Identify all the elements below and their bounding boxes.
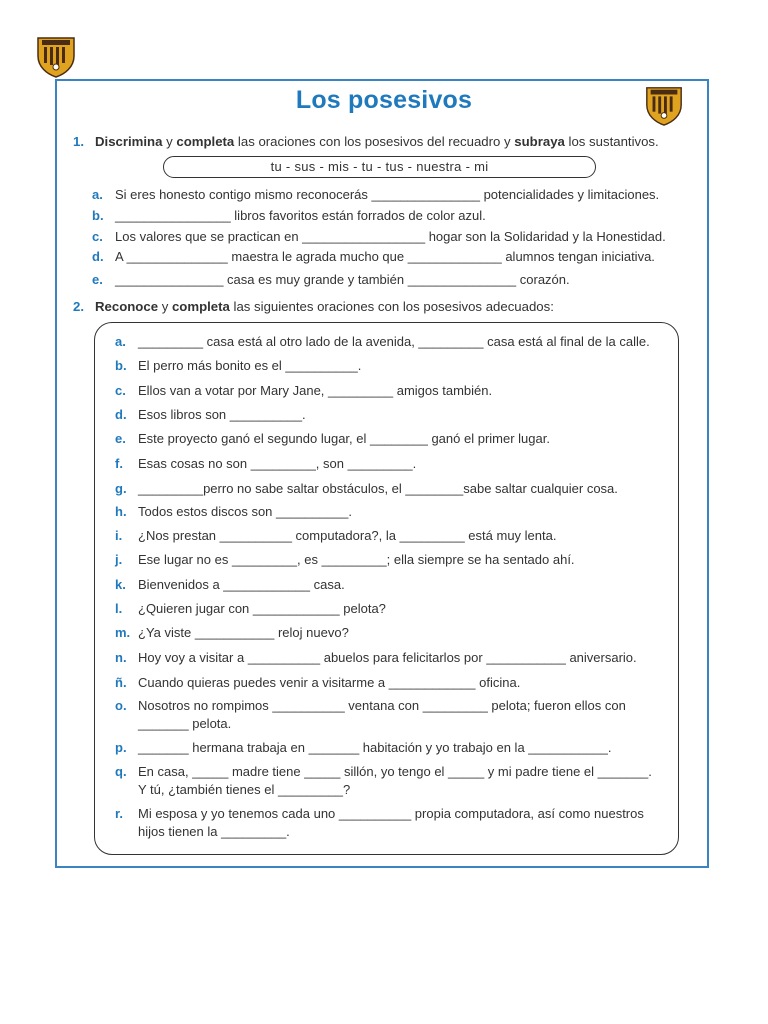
item-letter: b.	[92, 208, 104, 223]
item-letter: g.	[115, 481, 127, 496]
item-text: ________________ libros favoritos están forrados de color azul.	[115, 208, 486, 223]
item-text: Y tú, ¿también tienes el _________?	[138, 782, 351, 797]
question-number: 2.	[73, 299, 84, 314]
item-letter: q.	[115, 764, 127, 779]
item-text: En casa, _____ madre tiene _____ sillón, yo tengo el _____ y mi padre tiene el _______.	[138, 764, 652, 779]
school-crest-icon	[34, 34, 78, 78]
item-text: _______ hermana trabaja en _______ habitación y yo trabajo en la ___________.	[138, 740, 612, 755]
item-text: Esos libros son __________.	[138, 407, 306, 422]
item-text: Cuando quieras puedes venir a visitarme a ____________ oficina.	[138, 675, 521, 690]
item-letter: d.	[92, 249, 104, 264]
item-text: El perro más bonito es el __________.	[138, 358, 362, 373]
item-text: _______ pelota.	[138, 716, 232, 731]
item-text: Si eres honesto contigo mismo reconocerás _______________ potencialidades y limitaciones.	[115, 187, 660, 202]
item-letter: n.	[115, 650, 127, 665]
item-text: Nosotros no rompimos __________ ventana con _________ pelota; fueron ellos con	[138, 698, 626, 713]
item-text: _________ casa está al otro lado de la avenida, _________ casa está al final de la calle.	[138, 334, 650, 349]
item-letter: c.	[115, 383, 126, 398]
item-letter: l.	[115, 601, 123, 616]
item-letter: h.	[115, 504, 127, 519]
item-text: _________perro no sabe saltar obstáculos, el ________sabe saltar cualquier cosa.	[138, 481, 618, 496]
question-number: 1.	[73, 134, 84, 149]
word-box: tu - sus - mis - tu - tus - nuestra - mi	[163, 156, 596, 178]
item-text: Los valores que se practican en _________________ hogar son la Solidaridad y la Honestidad.	[115, 229, 666, 244]
item-letter: r.	[115, 806, 123, 821]
item-letter: c.	[92, 229, 103, 244]
item-letter: m.	[115, 625, 131, 640]
item-text: Mi esposa y yo tenemos cada uno __________ propia computadora, así como nuestros	[138, 806, 644, 821]
item-letter: f.	[115, 456, 123, 471]
item-text: ¿Ya viste ___________ reloj nuevo?	[138, 625, 349, 640]
item-letter: e.	[115, 431, 126, 446]
item-text: Hoy voy a visitar a __________ abuelos para felicitarlos por ___________ aniversario.	[138, 650, 637, 665]
item-text: Bienvenidos a ____________ casa.	[138, 577, 345, 592]
item-letter: a.	[115, 334, 126, 349]
item-letter: a.	[92, 187, 103, 202]
page-title: Los posesivos	[295, 86, 473, 114]
item-text: Ellos van a votar por Mary Jane, _________ amigos también.	[138, 383, 493, 398]
item-letter: j.	[115, 552, 123, 567]
item-text: ¿Quieren jugar con ____________ pelota?	[138, 601, 386, 616]
item-text: Este proyecto ganó el segundo lugar, el ________ ganó el primer lugar.	[138, 431, 550, 446]
item-letter: ñ.	[115, 675, 127, 690]
question-instruction: Reconoce y completa las siguientes oraciones con los posesivos adecuados:	[95, 299, 554, 314]
question-instruction: Discrimina y completa las oraciones con los posesivos del recuadro y subraya los sustantivos.	[95, 134, 659, 149]
item-text: _______________ casa es muy grande y también _______________ corazón.	[115, 272, 570, 287]
item-text: Esas cosas no son _________, son _________.	[138, 456, 417, 471]
item-text: A ______________ maestra le agrada mucho que _____________ alumnos tengan iniciativa.	[115, 249, 655, 264]
item-letter: o.	[115, 698, 127, 713]
item-text: hijos tienen la _________.	[138, 824, 290, 839]
item-letter: e.	[92, 272, 103, 287]
item-letter: b.	[115, 358, 127, 373]
item-letter: d.	[115, 407, 127, 422]
item-text: ¿Nos prestan __________ computadora?, la _________ está muy lenta.	[138, 528, 557, 543]
item-letter: i.	[115, 528, 123, 543]
item-letter: k.	[115, 577, 126, 592]
item-letter: p.	[115, 740, 127, 755]
item-text: Todos estos discos son __________.	[138, 504, 352, 519]
item-text: Ese lugar no es _________, es _________; ella siempre se ha sentado ahí.	[138, 552, 575, 567]
